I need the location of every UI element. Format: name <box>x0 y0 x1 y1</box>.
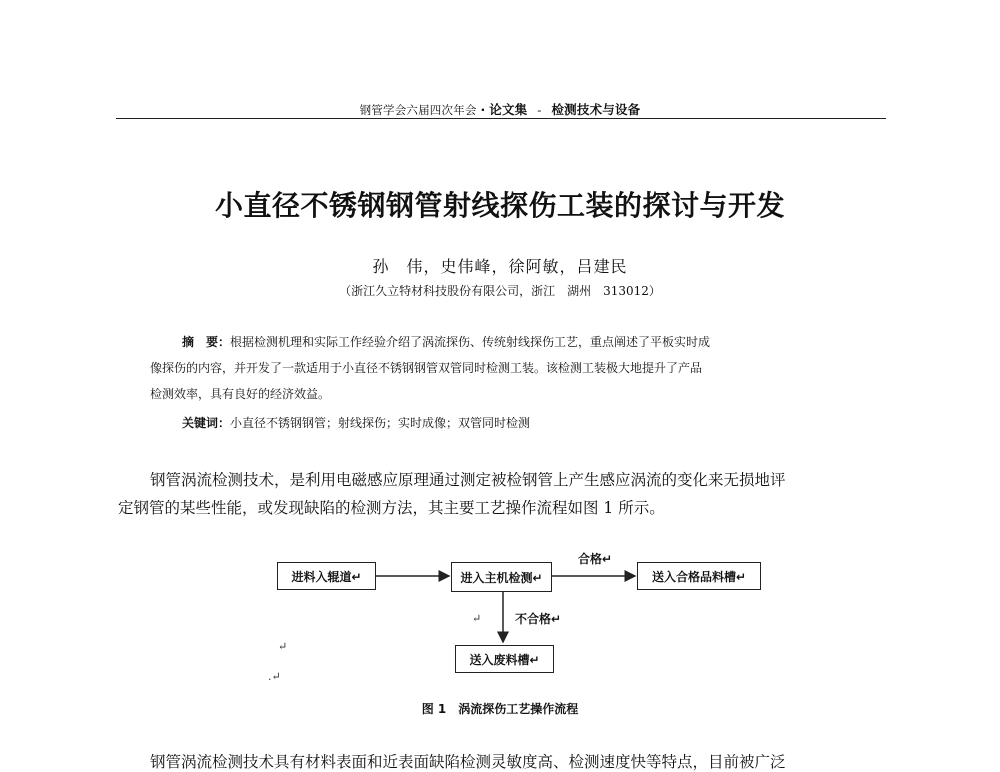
abstract-label: 摘 要 <box>182 335 219 349</box>
flow-box-main-inspection: 进入主机检测↵ <box>451 562 552 592</box>
body-para2-partial: 钢管涡流检测技术具有材料表面和近表面缺陷检测灵敏度高、检测速度快等特点，目前被广泛 <box>150 753 786 771</box>
keywords-text: 小直径不锈钢钢管；射线探伤；实时成像；双管同时检测 <box>230 416 531 430</box>
running-header-bullet: · <box>480 102 486 117</box>
running-header <box>0 100 1000 118</box>
body-para1-line1: 钢管涡流检测技术，是利用电磁感应原理通过测定被检钢管上产生感应涡流的变化来无损地评 <box>150 471 786 489</box>
flow-label-fail: 不合格↵ <box>515 612 562 626</box>
abstract-line-2: 像探伤的内容，并开发了一款适用于小直径不锈钢钢管双管同时检测工装。该检测工装极大地提升了产品 <box>150 361 703 375</box>
affiliation: （浙江久立特材科技股份有限公司，浙江 湖州 313012） <box>339 284 661 298</box>
authors: 孙 伟，史伟峰，徐阿敏，吕建民 <box>372 257 628 276</box>
running-header-separator: - <box>537 103 542 117</box>
abstract-text-1: 根据检测机理和实际工作经验介绍了涡流探伤、传统射线探伤工艺，重点阐述了平板实时成 <box>230 335 711 349</box>
running-header-section: 检测技术与设备 <box>551 102 641 117</box>
flow-box-feed: 进料入辊道↵ <box>277 562 376 590</box>
stray-paragraph-mark-3: .↵ <box>268 670 281 683</box>
running-header-journal: 钢管学会六届四次年会 <box>359 103 477 117</box>
stray-paragraph-mark-2: ↵ <box>278 640 288 653</box>
flow-label-pass: 合格↵ <box>578 552 613 566</box>
abstract-line-1: 摘 要：根据检测机理和实际工作经验介绍了涡流探伤、传统射线探伤工艺，重点阐述了平板实时成 <box>182 335 711 349</box>
header-rule <box>116 118 886 119</box>
body-para1-line2: 定钢管的某些性能，或发现缺陷的检测方法，其主要工艺操作流程如图 1 所示。 <box>118 499 665 517</box>
running-header-collection: 论文集 <box>489 102 528 117</box>
stray-paragraph-mark-1: ↵ <box>472 612 482 625</box>
abstract-line-3: 检测效率，具有良好的经济效益。 <box>150 387 331 401</box>
keywords-label: 关键词 <box>182 416 219 430</box>
flow-box-waste: 送入废料槽↵ <box>455 645 554 673</box>
figure-caption: 图 1 涡流探伤工艺操作流程 <box>421 702 579 716</box>
paper-title: 小直径不锈钢钢管射线探伤工装的探讨与开发 <box>214 189 785 222</box>
flow-box-qualified: 送入合格品料槽↵ <box>637 562 761 590</box>
keywords: 关键词：小直径不锈钢钢管；射线探伤；实时成像；双管同时检测 <box>182 416 531 430</box>
